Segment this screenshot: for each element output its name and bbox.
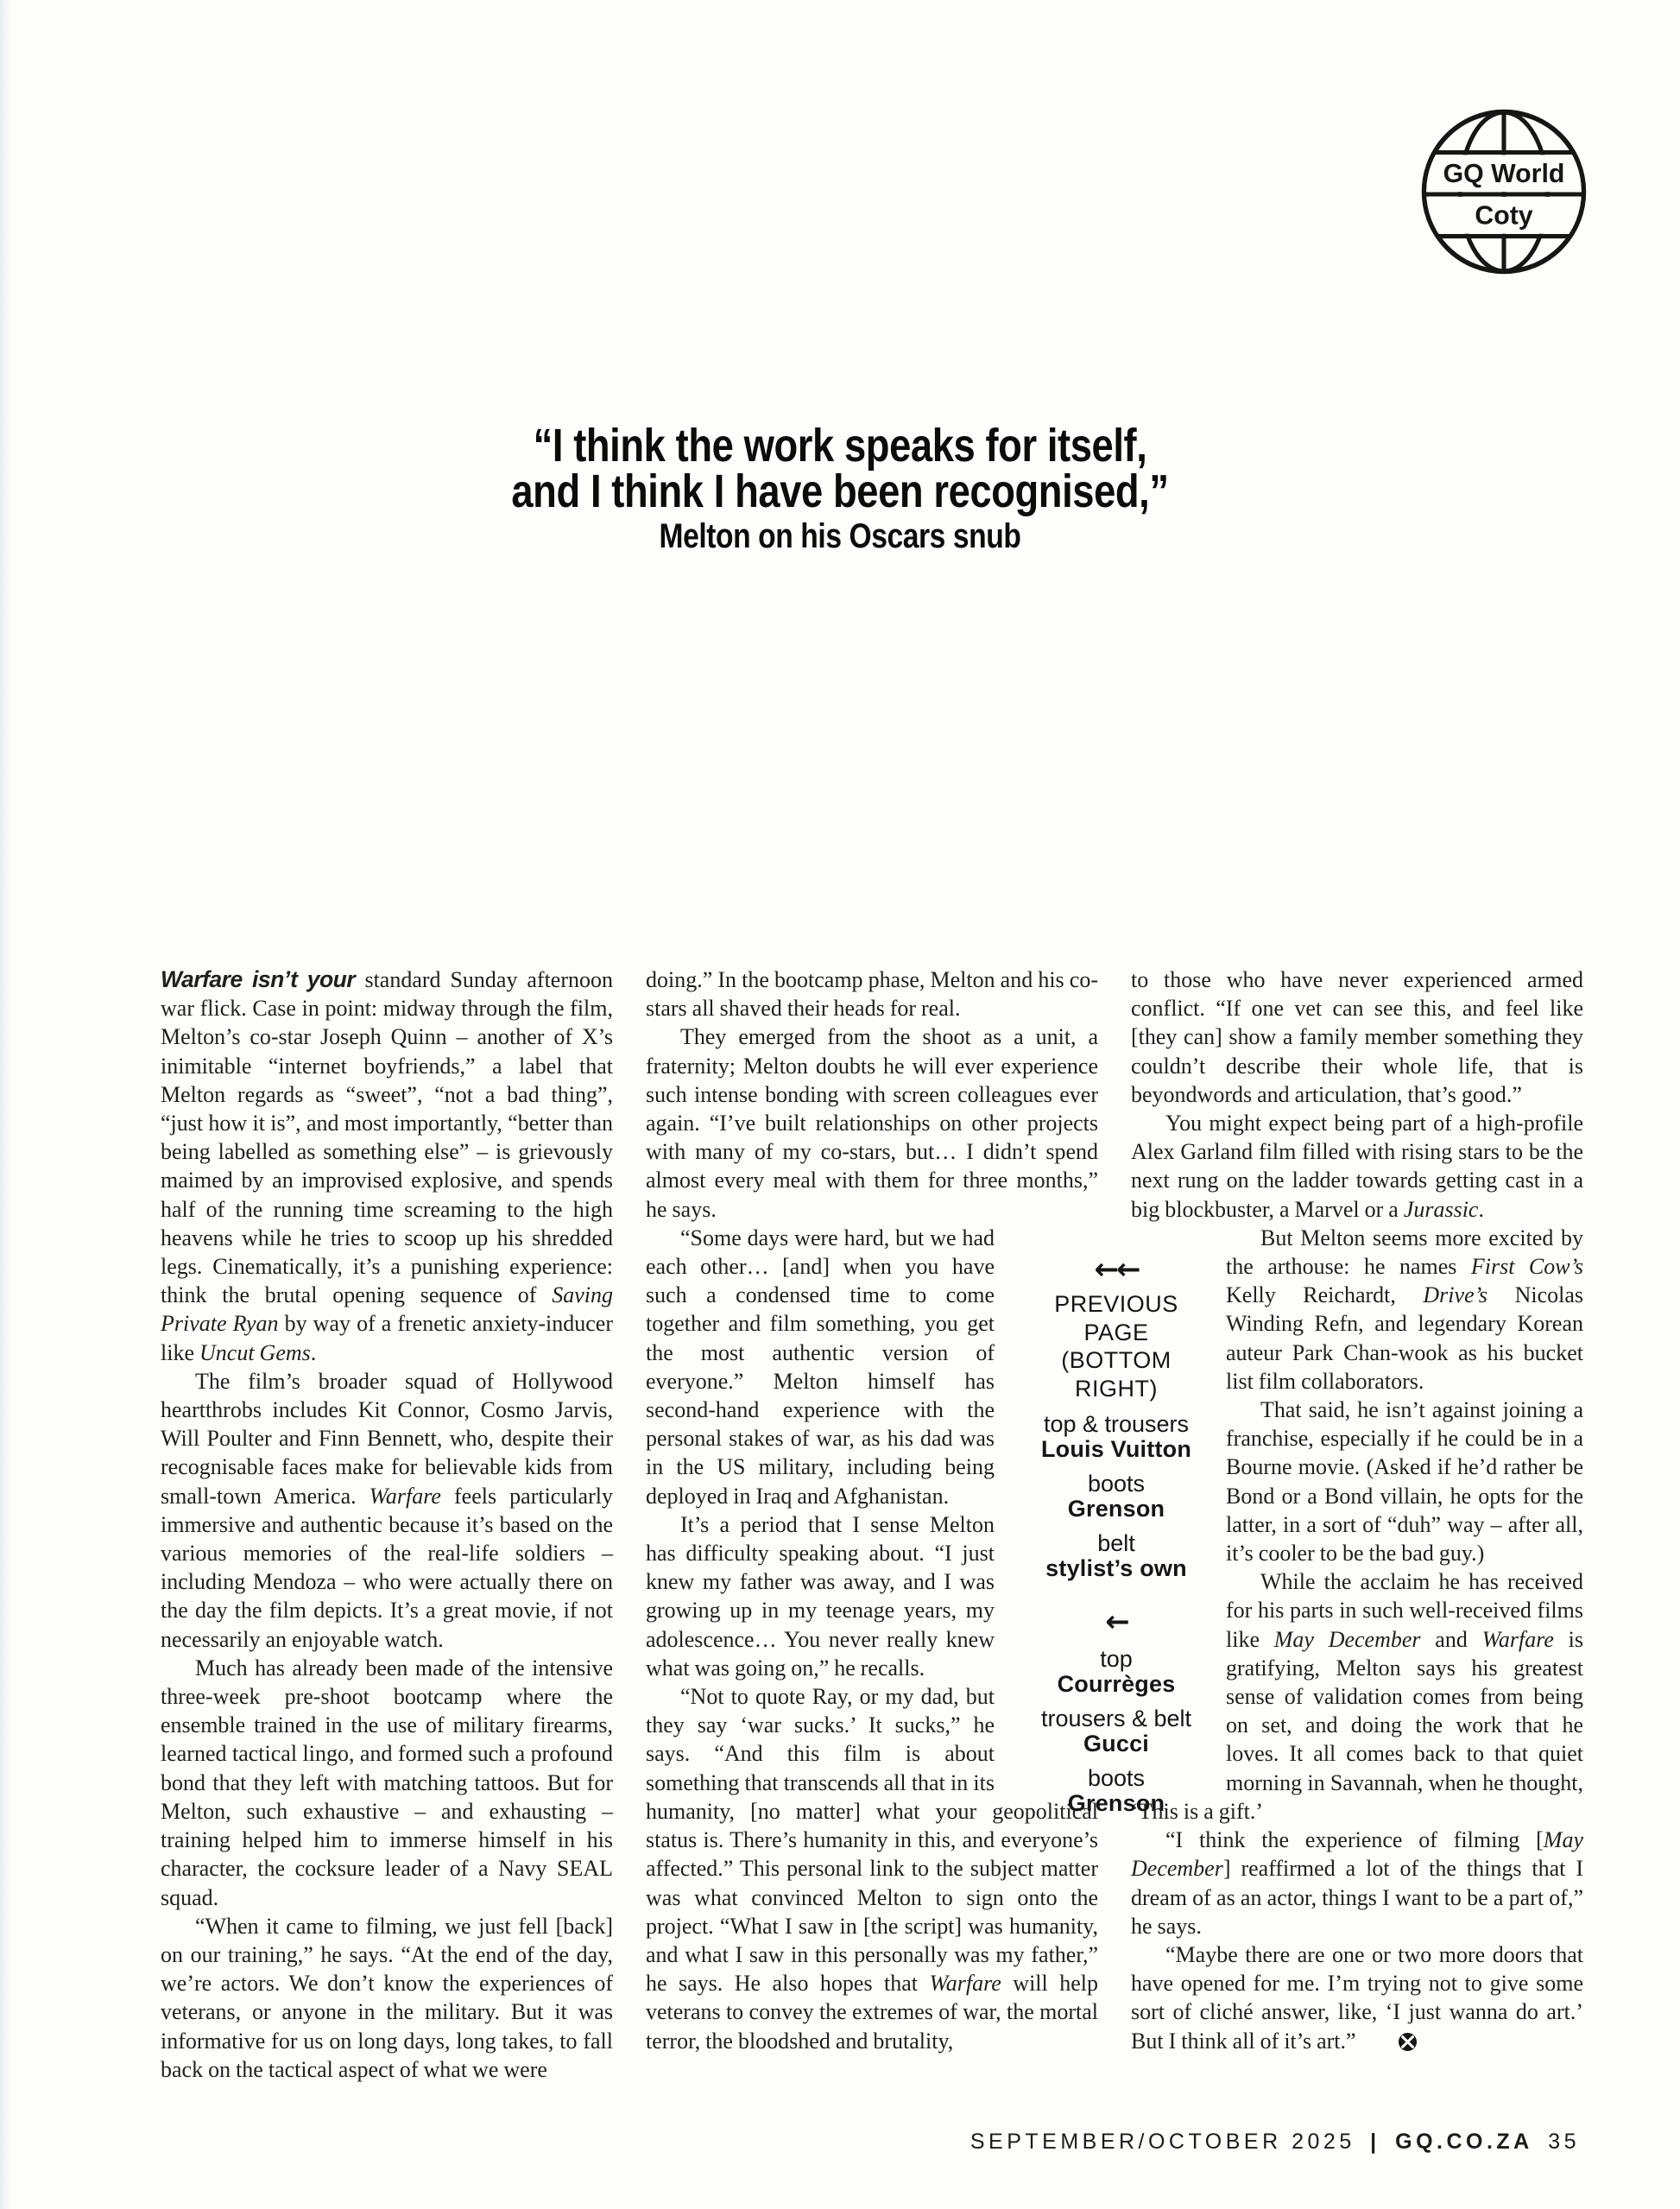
paragraph-text: “Some days were hard, but we had each other… [and] when you have such a condensed time to come together and film something, you get the most authentic version of everyone.” Melton himself has second-hand experience with the personal stakes of war, as his dad was in the US military, including being deployed in Iraq and Afghanistan. [646, 1225, 995, 1509]
paragraph-text: standard Sunday afternoon war flick. Case in point: midway through the film, Melton’s co-star Joseph Quinn – another of X’s inimitable “internet boyfriends,” a label that Melton regards as “sweet”, “not a bad thing”, “just how it is”, and most importantly, “better than being labelled as something else” – is grievously maimed by an improvised explosive, and spends half of the running time screaming to the high heavens while he tries to scoop up his shredded legs. Cinematically, it’s a punishing experience: think the brutal opening sequence of [161, 967, 614, 1308]
paragraph-text: Warfare [929, 1971, 1001, 1997]
paragraph-text: Much has already been made of the intensive three-week pre-shoot bootcamp where the ensemble trained in the use of military firearms, learned tactical lingo, and formed such a profound bond that they left with matching tattoos. But for Melton, such exhaustive – and exhausting – training helped him to immerse himself in his character, the cocksure leader of a Navy SEAL squad. [161, 1655, 613, 1910]
credit-item-brand: Grenson [1067, 1790, 1165, 1816]
body-paragraph [1131, 965, 1583, 1109]
paragraph-text: But Melton seems more excited by the arthouse: he names [1226, 1225, 1583, 1280]
credit-item [1008, 1531, 1224, 1581]
logo-text-gq-world: GQ World [1443, 159, 1565, 188]
paragraph-text: You might expect being part of a high-profile Alex Garland film filled with rising stars to be the next rung on the ladder towards getting cast in a big blockbuster, a Marvel or a [1131, 1111, 1583, 1222]
paragraph-text: will help veterans to convey the extremes of war, the mortal terror, the bloodshed and brutality, [646, 1971, 1098, 2054]
body-paragraph [161, 1912, 613, 2084]
body-paragraph [161, 1367, 613, 1654]
credit-item-label: boots [1087, 1765, 1146, 1791]
paragraph-text: by way of a frenetic anxiety-inducer like [161, 1311, 613, 1365]
globe-icon [1421, 109, 1587, 275]
credit-item-brand: Louis Vuitton [1040, 1436, 1192, 1462]
paragraph-text: to those who have never experienced armed conflict. “If one vet can see this, and feel like [they can] show a family member something they couldn’t describe their whole life, that is beyondwords and articulation, that’s good.” [1131, 967, 1583, 1107]
credit-item-brand: Gucci [1083, 1731, 1150, 1756]
paragraph-text: Warfare [1481, 1626, 1554, 1652]
paragraph-text: ] reaffirmed a lot of the things that I dream of as an actor, things I want to be a part of,” he says. [1131, 1856, 1583, 1939]
credit-item-label: trousers & belt [1040, 1706, 1192, 1731]
paragraph-text: May December [1273, 1626, 1421, 1652]
footer-site: GQ.CO.ZA [1395, 2130, 1533, 2154]
paragraph-text: . [1478, 1196, 1484, 1222]
page-footer [970, 2130, 1580, 2155]
paragraph-text: Nicolas Winding Refn, and legendary Korean auteur Park Chan-wook as his bucket list film collaborators. [1226, 1282, 1583, 1394]
paragraph-text: “Not to quote Ray, or my dad, but they say ‘war sucks.’ It sucks,” he says. “And this film is about something that transcends all that in its humanity, [no matter] what your geopolitical status is. There’s humanity in this, and everyone’s affected.” This personal link to the subject matter was what convinced Melton to sign onto the project. “What I saw in [the script] was humanity, and what I saw in this personally was my father,” he says. He also hopes that [646, 1684, 1098, 1997]
credit-item-brand: stylist’s own [1045, 1555, 1187, 1581]
credits-previous-page [1008, 1254, 1224, 1581]
paragraph-text: It’s a period that I sense Melton has difficulty speaking about. “I just knew my father was away, and I was growing up in my teenage years, my adolescence… You never really knew what was going on,” he recalls. [646, 1511, 995, 1680]
paragraph-text: Saving Private Ryan [161, 1282, 613, 1337]
credits-heading-line: (BOTTOM [1061, 1347, 1172, 1373]
paragraph-text: First Cow’s [1470, 1254, 1583, 1280]
footer-issue: SEPTEMBER/OCTOBER 2025 [969, 2130, 1355, 2154]
paragraph-text: feels particularly immersive and authentic because it’s based on the various memories of the real-life soldiers – including Mendoza – who were actually there on the day the film depicts. It’s a great movie, if not necessarily an enjoyable watch. [161, 1483, 613, 1652]
paragraph-lead-in: Warfare isn’t your [161, 966, 365, 992]
body-paragraph [1131, 1109, 1583, 1224]
credits-heading-line: PREVIOUS [1054, 1291, 1178, 1317]
paragraph-text: May December [1131, 1827, 1583, 1882]
body-paragraph [1131, 1940, 1583, 2055]
paragraph-text: Warfare [369, 1483, 441, 1509]
credits-heading-line: PAGE [1083, 1319, 1149, 1345]
paragraph-text: “I think the experience of filming [ [1165, 1827, 1544, 1853]
pull-quote-attribution: Melton on his Oscars snub [659, 517, 1021, 555]
credit-item [1008, 1472, 1224, 1522]
credit-item-brand: Grenson [1067, 1496, 1165, 1522]
previous-page-arrow-icon: ←← [1094, 1252, 1139, 1287]
credit-item-label: top & trousers [1043, 1411, 1190, 1437]
paragraph-text: “When it came to filming, we just fell [back] on our training,” he says. “At the end of the day, we’re actors. We don’t know the experiences of veterans, or anyone in the military. But it was informative for us on long days, long takes, to fall back on the tactical aspect of what we were [161, 1913, 613, 2082]
body-paragraph [646, 965, 1098, 1022]
credit-item-label: boots [1087, 1471, 1146, 1497]
body-paragraph [161, 1654, 613, 1912]
pull-quote [0, 420, 1680, 558]
credit-item [1008, 1412, 1224, 1462]
body-paragraph [1131, 1826, 1583, 1940]
credit-item-label: top [1100, 1646, 1133, 1672]
paragraph-text: Jurassic [1403, 1196, 1479, 1222]
body-paragraph [161, 965, 613, 1367]
end-mark-icon [1363, 2032, 1418, 2052]
paragraph-text: Kelly Reichardt, [1226, 1282, 1424, 1308]
credit-item-label: belt [1097, 1530, 1135, 1556]
paragraph-text: They emerged from the shoot as a unit, a fraternity; Melton doubts he will ever experience such intense bonding with screen colleagues ever again. “I’ve built relationships on other projects with many of my co-stars, but… I didn’t spend almost every meal with them for three months,” he says. [646, 1024, 1098, 1222]
credit-item-brand: Courrèges [1057, 1671, 1176, 1697]
credits-heading-line: RIGHT) [1075, 1375, 1158, 1402]
article-column-1 [161, 965, 613, 2084]
paragraph-text: While the acclaim he has received for his parts in such well-received films like [1226, 1569, 1583, 1652]
paragraph-text: Drive’s [1423, 1282, 1488, 1308]
credit-item [1008, 1766, 1224, 1816]
paragraph-text: doing.” In the bootcamp phase, Melton and his co-stars all shaved their heads for real. [646, 967, 1098, 1022]
paragraph-text: That said, he isn’t against joining a franchise, especially if he could be in a Bourne movie. (Asked if he’d rather be Bond or a Bond villain, he opts for the latter, in a sort of “duh” way – after all, it’s cooler to be the bad guy.) [1226, 1397, 1583, 1567]
paragraph-text: “Maybe there are one or two more doors that have opened for me. I’m trying not to give some sort of cliché answer, like, ‘I just wanna do art.’ But I think all of it’s art.” [1131, 1941, 1583, 2054]
credit-item [1008, 1647, 1224, 1697]
page-gutter-edge [0, 0, 10, 2209]
pull-quote-line-1: “I think the work speaks for itself, [533, 420, 1147, 472]
logo-text-coty: Coty [1475, 201, 1533, 231]
paragraph-text: . [310, 1339, 317, 1365]
credits-this-page [1008, 1606, 1224, 1816]
credit-item [1008, 1706, 1224, 1756]
paragraph-text: and [1420, 1626, 1482, 1652]
previous-page-arrow-icon: ← [1105, 1605, 1127, 1639]
paragraph-text: The film’s broader squad of Hollywood heartthrobs includes Kit Connor, Cosmo Jarvis, Will Poulter and Finn Bennett, who, despite their recognisable faces make for believable kids from small-town America. [161, 1368, 613, 1509]
paragraph-text: Uncut Gems [199, 1339, 311, 1365]
body-paragraph [646, 1022, 1098, 1223]
footer-page-number: 35 [1548, 2130, 1580, 2154]
gq-world-coty-logo [1421, 109, 1587, 275]
footer-separator: | [1370, 2130, 1380, 2154]
pull-quote-line-2: and I think I have been recognised,” [511, 465, 1169, 517]
paragraph-text: is gratifying, Melton says his greatest sense of validation comes from being on set, and doing the work that he loves. It all comes back to that quiet morning in Savannah, when he thought, ‘This is a gift.’ [1131, 1626, 1584, 1824]
